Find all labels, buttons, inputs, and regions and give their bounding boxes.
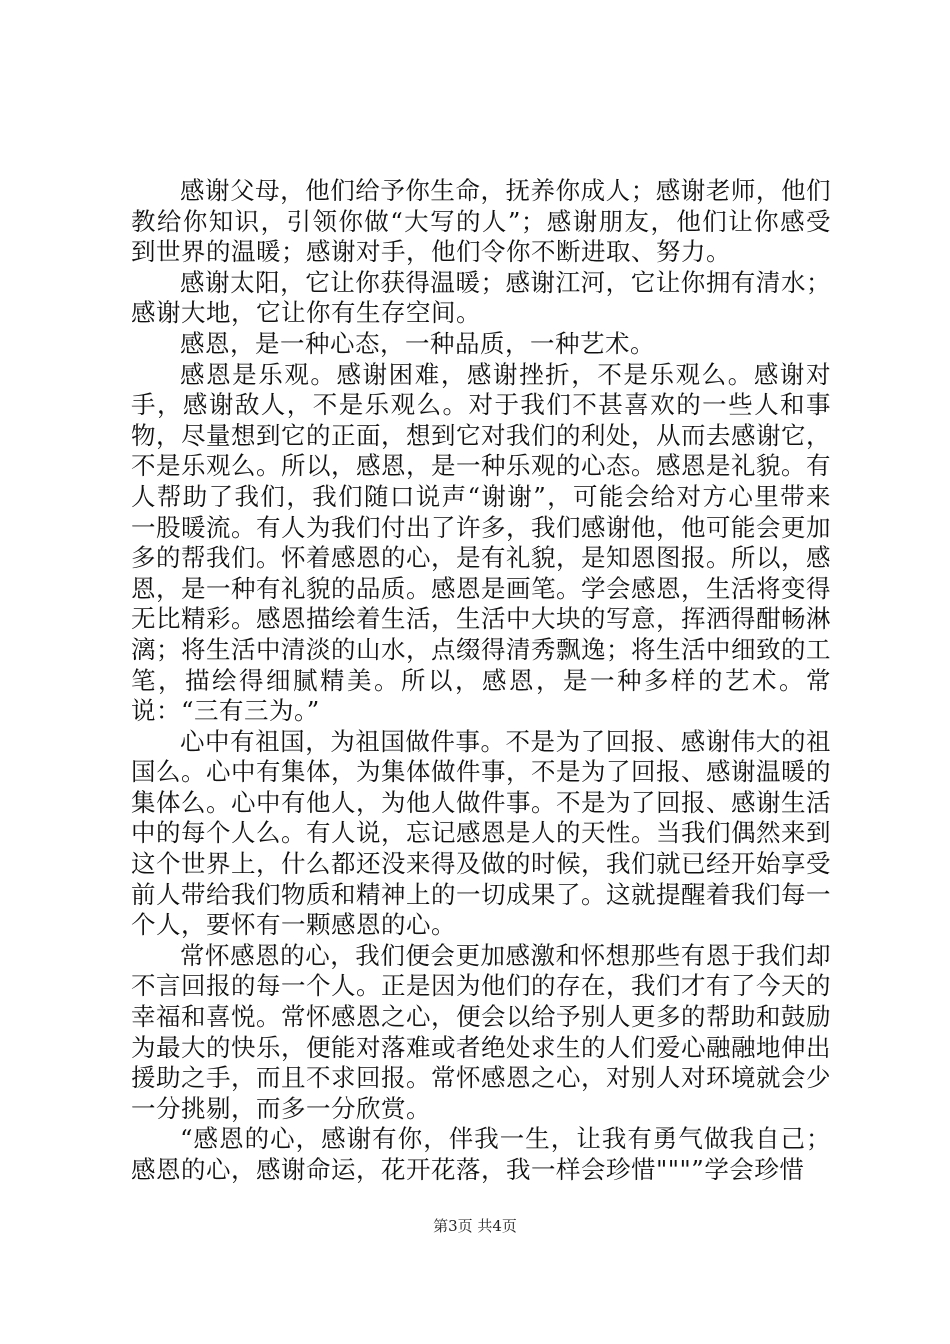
paragraph-song-quote: “感恩的心，感谢有你，伴我一生，让我有勇气做我自己；感恩的心，感谢命运，花开花落，我一样会珍惜"""”学会珍惜 — [131, 1124, 831, 1184]
paragraph-gratitude-definition: 感恩，是一种心态，一种品质，一种艺术。 — [180, 328, 655, 358]
paragraph-thanks-people: 感谢父母，他们给予你生命，抚养你成人；感谢老师，他们教给你知识，引领你做“大写的人”；感谢朋友，他们让你感受到世界的温暖；感谢对手，他们令你不断进取、努力。 — [131, 176, 831, 267]
paragraph-gratitude-aspects: 感恩是乐观。感谢困难，感谢挫折，不是乐观么。感谢对手，感谢敌人，不是乐观么。对于我们不甚喜欢的一些人和事物，尽量想到它的正面，想到它对我们的利处，从而去感谢它，不是乐观么。所以，感恩，是一种乐观的心态。感恩是礼貌。有人帮助了我们，我们随口说声“谢谢”，可能会给对方心里带来一股暖流。有人为我们付出了许多，我们感谢他，他可能会更加多的帮我们。怀着感恩的心，是有礼貌，是知恩图报。所以，感恩，是一种有礼貌的品质。感恩是画笔。学会感恩，生活将变得无比精彩。感恩描绘着生活，生活中大块的写意，挥洒得酣畅淋漓；将生活中清淡的山水，点缀得清秀飘逸；将生活中细致的工笔，描绘得细腻精美。所以，感恩，是一种多样的艺术。常说：“三有三为。” — [131, 359, 831, 726]
page-number-footer: 第3页 共4页 — [433, 1217, 517, 1235]
paragraph-motherland: 心中有祖国，为祖国做件事。不是为了回报、感谢伟大的祖国么。心中有集体，为集体做件事，不是为了回报、感谢温暖的集体么。心中有他人，为他人做件事。不是为了回报、感谢生活中的每个人么。有人说，忘记感恩是人的天性。当我们偶然来到这个世界上，什么都还没来得及做的时候，我们就已经开始享受前人带给我们物质和精神上的一切成果了。这就提醒着我们每一个人，要怀有一颗感恩的心。 — [131, 726, 831, 940]
paragraph-grateful-heart: 常怀感恩的心，我们便会更加感激和怀想那些有恩于我们却不言回报的每一个人。正是因为他们的存在，我们才有了今天的幸福和喜悦。常怀感恩之心，便会以给予别人更多的帮助和鼓励为最大的快乐，便能对落难或者绝处求生的人们爱心融融地伸出援助之手，而且不求回报。常怀感恩之心，对别人对环境就会少一分挑剔，而多一分欣赏。 — [131, 940, 831, 1123]
document-body — [131, 176, 831, 1186]
paragraph-thanks-nature: 感谢太阳，它让你获得温暖；感谢江河，它让你拥有清水；感谢大地，它让你有生存空间。 — [131, 267, 831, 328]
